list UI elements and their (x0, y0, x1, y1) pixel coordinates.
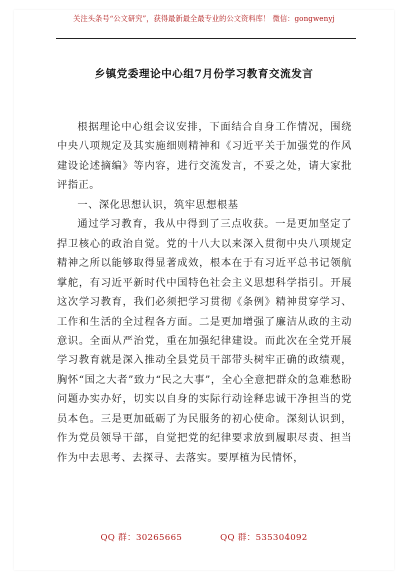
header-banner: 关注头条号“公文研究”，获得最新最全最专业的公文资料库！ 微信：gongwenyj (73, 14, 335, 23)
header-divider (56, 38, 356, 39)
body-paragraph: 通过学习教育，我从中得到了三点收获。一是更加坚定了捍卫核心的政治自觉。党的十八大以来深入贯彻中央八项规定精神之所以能够取得显著成效，根本在于有习近平总书记领航掌舵，有习近平新时代中国特色社会主义思想科学指引。开展这次学习教育，我们必须把学习贯彻《条例》精神贯穿学习、工作和生活的全过程各方面。二是更加增强了廉洁从政的主动意识。全面从严治党，重在加强纪律建设。而此次在全党开展学习教育就是深入推动全县党员干部带头树牢正确的政绩观，胸怀“国之大者”致力“民之大事”，全心全意把群众的急难愁盼问题办实办好，切实以自身的实际行动诠释忠诚干净担当的党员本色。三是更加砥砺了为民服务的初心使命。深刻认识到，作为党员领导干部，自觉把党的纪律要求放到履职尽责、担当作为中去思考、去探寻、去落实。要厚植为民情怀， (57, 219, 352, 464)
intro-paragraph: 根据理论中心组会议安排，下面结合自身工作情况，围绕中央八项规定及其实施细则精神和《习近平关于加强党的作风建设论述摘编》等内容，进行交流发言，不妥之处，请大家批评指正。 (57, 122, 352, 192)
document-body (57, 118, 352, 468)
section-heading: 一、深化思想认识，筑牢思想根基 (77, 199, 239, 211)
footer-qq-group-2: QQ 群：535304092 (220, 533, 308, 543)
footer-qq-group-1: QQ 群：30265665 (100, 533, 183, 543)
footer-contact (0, 531, 408, 543)
document-title: 乡镇党委理论中心组7月份学习教育交流发言 (94, 68, 314, 80)
